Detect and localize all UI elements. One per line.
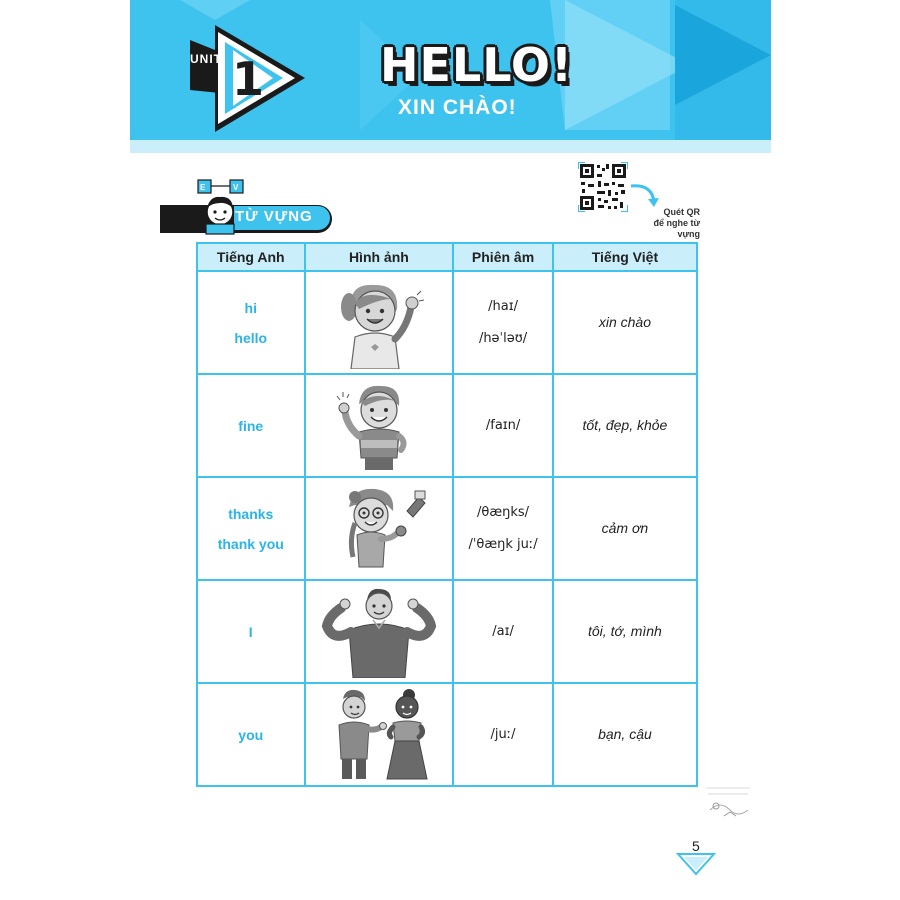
english-word: you	[238, 726, 264, 743]
vietnamese-cell	[553, 683, 697, 786]
table-header-row	[197, 243, 697, 271]
table-row	[197, 683, 697, 786]
english-word: hello	[234, 329, 268, 346]
phonetic-cell	[453, 271, 553, 374]
phonetic-cell	[453, 683, 553, 786]
english-word: I	[248, 623, 253, 640]
phonetic-text: /faɪn/	[485, 417, 521, 433]
vietnamese-meaning: xin chào	[598, 313, 651, 330]
vietnamese-meaning: cảm ơn	[601, 519, 649, 536]
phonetic-cell	[453, 477, 553, 580]
page-number-triangle-icon	[676, 852, 716, 876]
table-row	[197, 477, 697, 580]
image-cell	[305, 374, 454, 477]
textbook-page	[130, 0, 771, 900]
phonetic-cell	[453, 374, 553, 477]
qr-caption	[640, 207, 700, 240]
badge-letter-e: E	[200, 183, 206, 192]
man-pointing-self-icon	[319, 586, 439, 678]
vietnamese-cell	[553, 477, 697, 580]
badge-letter-v: V	[233, 183, 239, 192]
section-label: TỪ VỰNG	[235, 208, 313, 225]
phonetic-text: /θæŋks/	[477, 504, 530, 520]
page-subtitle: XIN CHÀO!	[398, 96, 517, 119]
phonetic-text: /aɪ/	[492, 623, 514, 639]
english-word: hi	[244, 299, 257, 316]
header-english: Tiếng Anh	[197, 243, 305, 271]
unit-word: UNIT	[190, 52, 222, 66]
english-cell	[197, 683, 305, 786]
sketch-doodle-icon	[704, 780, 752, 828]
smiling-boy-icon	[319, 380, 439, 472]
qr-caption-line-1: Quét QR	[663, 207, 700, 217]
banner-strip	[130, 140, 771, 153]
phonetic-text: /juː/	[490, 726, 516, 742]
table-row	[197, 580, 697, 683]
english-word: thanks	[228, 505, 274, 522]
header-vietnamese: Tiếng Việt	[553, 243, 697, 271]
man-pointing-woman-icon	[319, 689, 439, 781]
table-row	[197, 271, 697, 374]
phonetic-cell	[453, 580, 553, 683]
table-row	[197, 374, 697, 477]
english-word: thank you	[217, 535, 284, 552]
header-phonetic: Phiên âm	[453, 243, 553, 271]
english-cell	[197, 580, 305, 683]
english-cell	[197, 374, 305, 477]
vietnamese-cell	[553, 580, 697, 683]
english-word: fine	[238, 417, 264, 434]
page-title: HELLO!	[380, 38, 573, 92]
phonetic-text: /haɪ/	[488, 298, 518, 314]
page-number: 5	[692, 838, 700, 854]
vietnamese-meaning: tôi, tớ, mình	[588, 622, 662, 639]
english-cell	[197, 271, 305, 374]
unit-number: 1	[232, 52, 265, 106]
waving-girl-icon	[319, 277, 439, 369]
image-cell	[305, 271, 454, 374]
qr-caption-line-2: để nghe từ vựng	[653, 218, 700, 239]
image-cell	[305, 683, 454, 786]
english-cell	[197, 477, 305, 580]
vocabulary-table	[196, 242, 698, 787]
vietnamese-cell	[553, 271, 697, 374]
vietnamese-meaning: tốt, đẹp, khỏe	[582, 416, 668, 433]
image-cell	[305, 477, 454, 580]
curved-arrow-icon	[628, 182, 662, 208]
phonetic-text: /ˈθæŋk juː/	[468, 536, 538, 552]
qr-code-icon[interactable]	[578, 162, 628, 212]
header-image: Hình ảnh	[305, 243, 454, 271]
girl-receiving-gift-icon	[319, 483, 439, 575]
vietnamese-cell	[553, 374, 697, 477]
unit-banner	[130, 0, 771, 140]
vietnamese-meaning: bạn, cậu	[598, 725, 652, 742]
phonetic-text: /həˈləʊ/	[478, 330, 528, 346]
image-cell	[305, 580, 454, 683]
